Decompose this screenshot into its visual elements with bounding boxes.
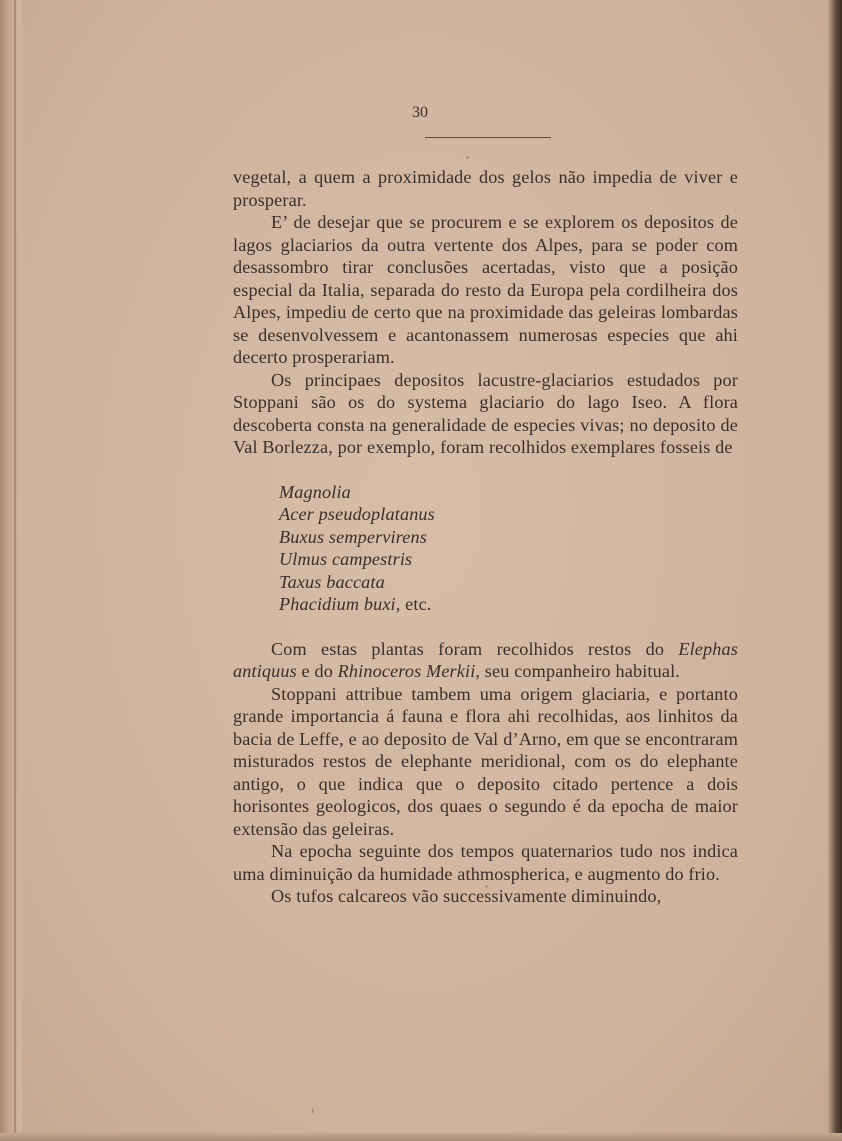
page-number: 30 xyxy=(412,104,428,121)
text-run: e do xyxy=(296,661,338,681)
text-run: seu companheiro habitual. xyxy=(480,661,680,681)
page-left-edge xyxy=(0,0,22,1141)
species-item-last xyxy=(279,593,738,616)
paragraph: Os principaes depositos lacustre-glaciarios estudados por Stoppani são os do systema glaciario do lago Iseo. A flora descoberta consta na generalidade de especies vivas; no deposito de Val Borlezza, por exemplo, foram recolhidos exemplares fosseis de xyxy=(233,369,738,457)
paragraph: E’ de desejar que se procurem e se explorem os depositos de lagos glaciarios da outra vertente dos Alpes, para se poder com desassombro tirar conclusões acertadas, visto que a posição especial da Italia, separada do resto da Europa pela cordilheira dos Alpes, impediu de certo que na proximidade das geleiras lombardas se desenvolvessem e acantonassem numerosas especies que ahi decerto prosperariam. xyxy=(233,212,738,367)
paragraph xyxy=(233,638,738,683)
page-fold-line xyxy=(14,0,16,1141)
page-bottom-edge xyxy=(0,1133,842,1141)
species-etc: etc. xyxy=(400,594,432,614)
paragraph: Stoppani attribue tambem uma origem glaciaria, e portanto grande importancia á fauna e flora ahi recolhidas, aos linhitos da bacia de Leffe, e ao deposito de Val d’Arno, em que se encontraram misturados restos de elephante meridional, com os do elephante antigo, o que indica que o deposito citado pertence a dois horisontes geologicos, dos quaes o segundo é da epocha de maior extensão das geleiras. xyxy=(233,683,738,839)
species-list xyxy=(279,481,738,616)
species-item: Acer pseudoplatanus xyxy=(279,504,435,524)
paper-speck xyxy=(312,1108,314,1114)
species-item: Magnolia xyxy=(279,481,351,502)
header-rule xyxy=(425,137,551,138)
page-right-edge xyxy=(828,0,842,1141)
paragraph: Na epocha seguinte dos tempos quaternarios tudo nos indica uma diminuição da humidade athmospherica, e augmento do frio. xyxy=(233,841,738,884)
body-text xyxy=(233,166,738,908)
species-item: Taxus baccata xyxy=(279,571,385,592)
paragraph: vegetal, a quem a proximidade dos gelos não impedia de viver e prosperar. xyxy=(233,167,738,210)
text-run: Com estas plantas foram recolhidos restos do xyxy=(271,638,679,659)
taxon-name: Elephas antiquus xyxy=(233,638,738,681)
species-item: Buxus sempervirens xyxy=(279,526,427,547)
species-name: Phacidium buxi, xyxy=(279,594,401,614)
paragraph: Os tufos calcareos vão successivamente diminuindo, xyxy=(271,886,662,906)
paper-speck xyxy=(466,156,469,159)
taxon-name: Rhinoceros Merkii, xyxy=(337,661,481,681)
species-item: Ulmus campestris xyxy=(279,549,413,569)
